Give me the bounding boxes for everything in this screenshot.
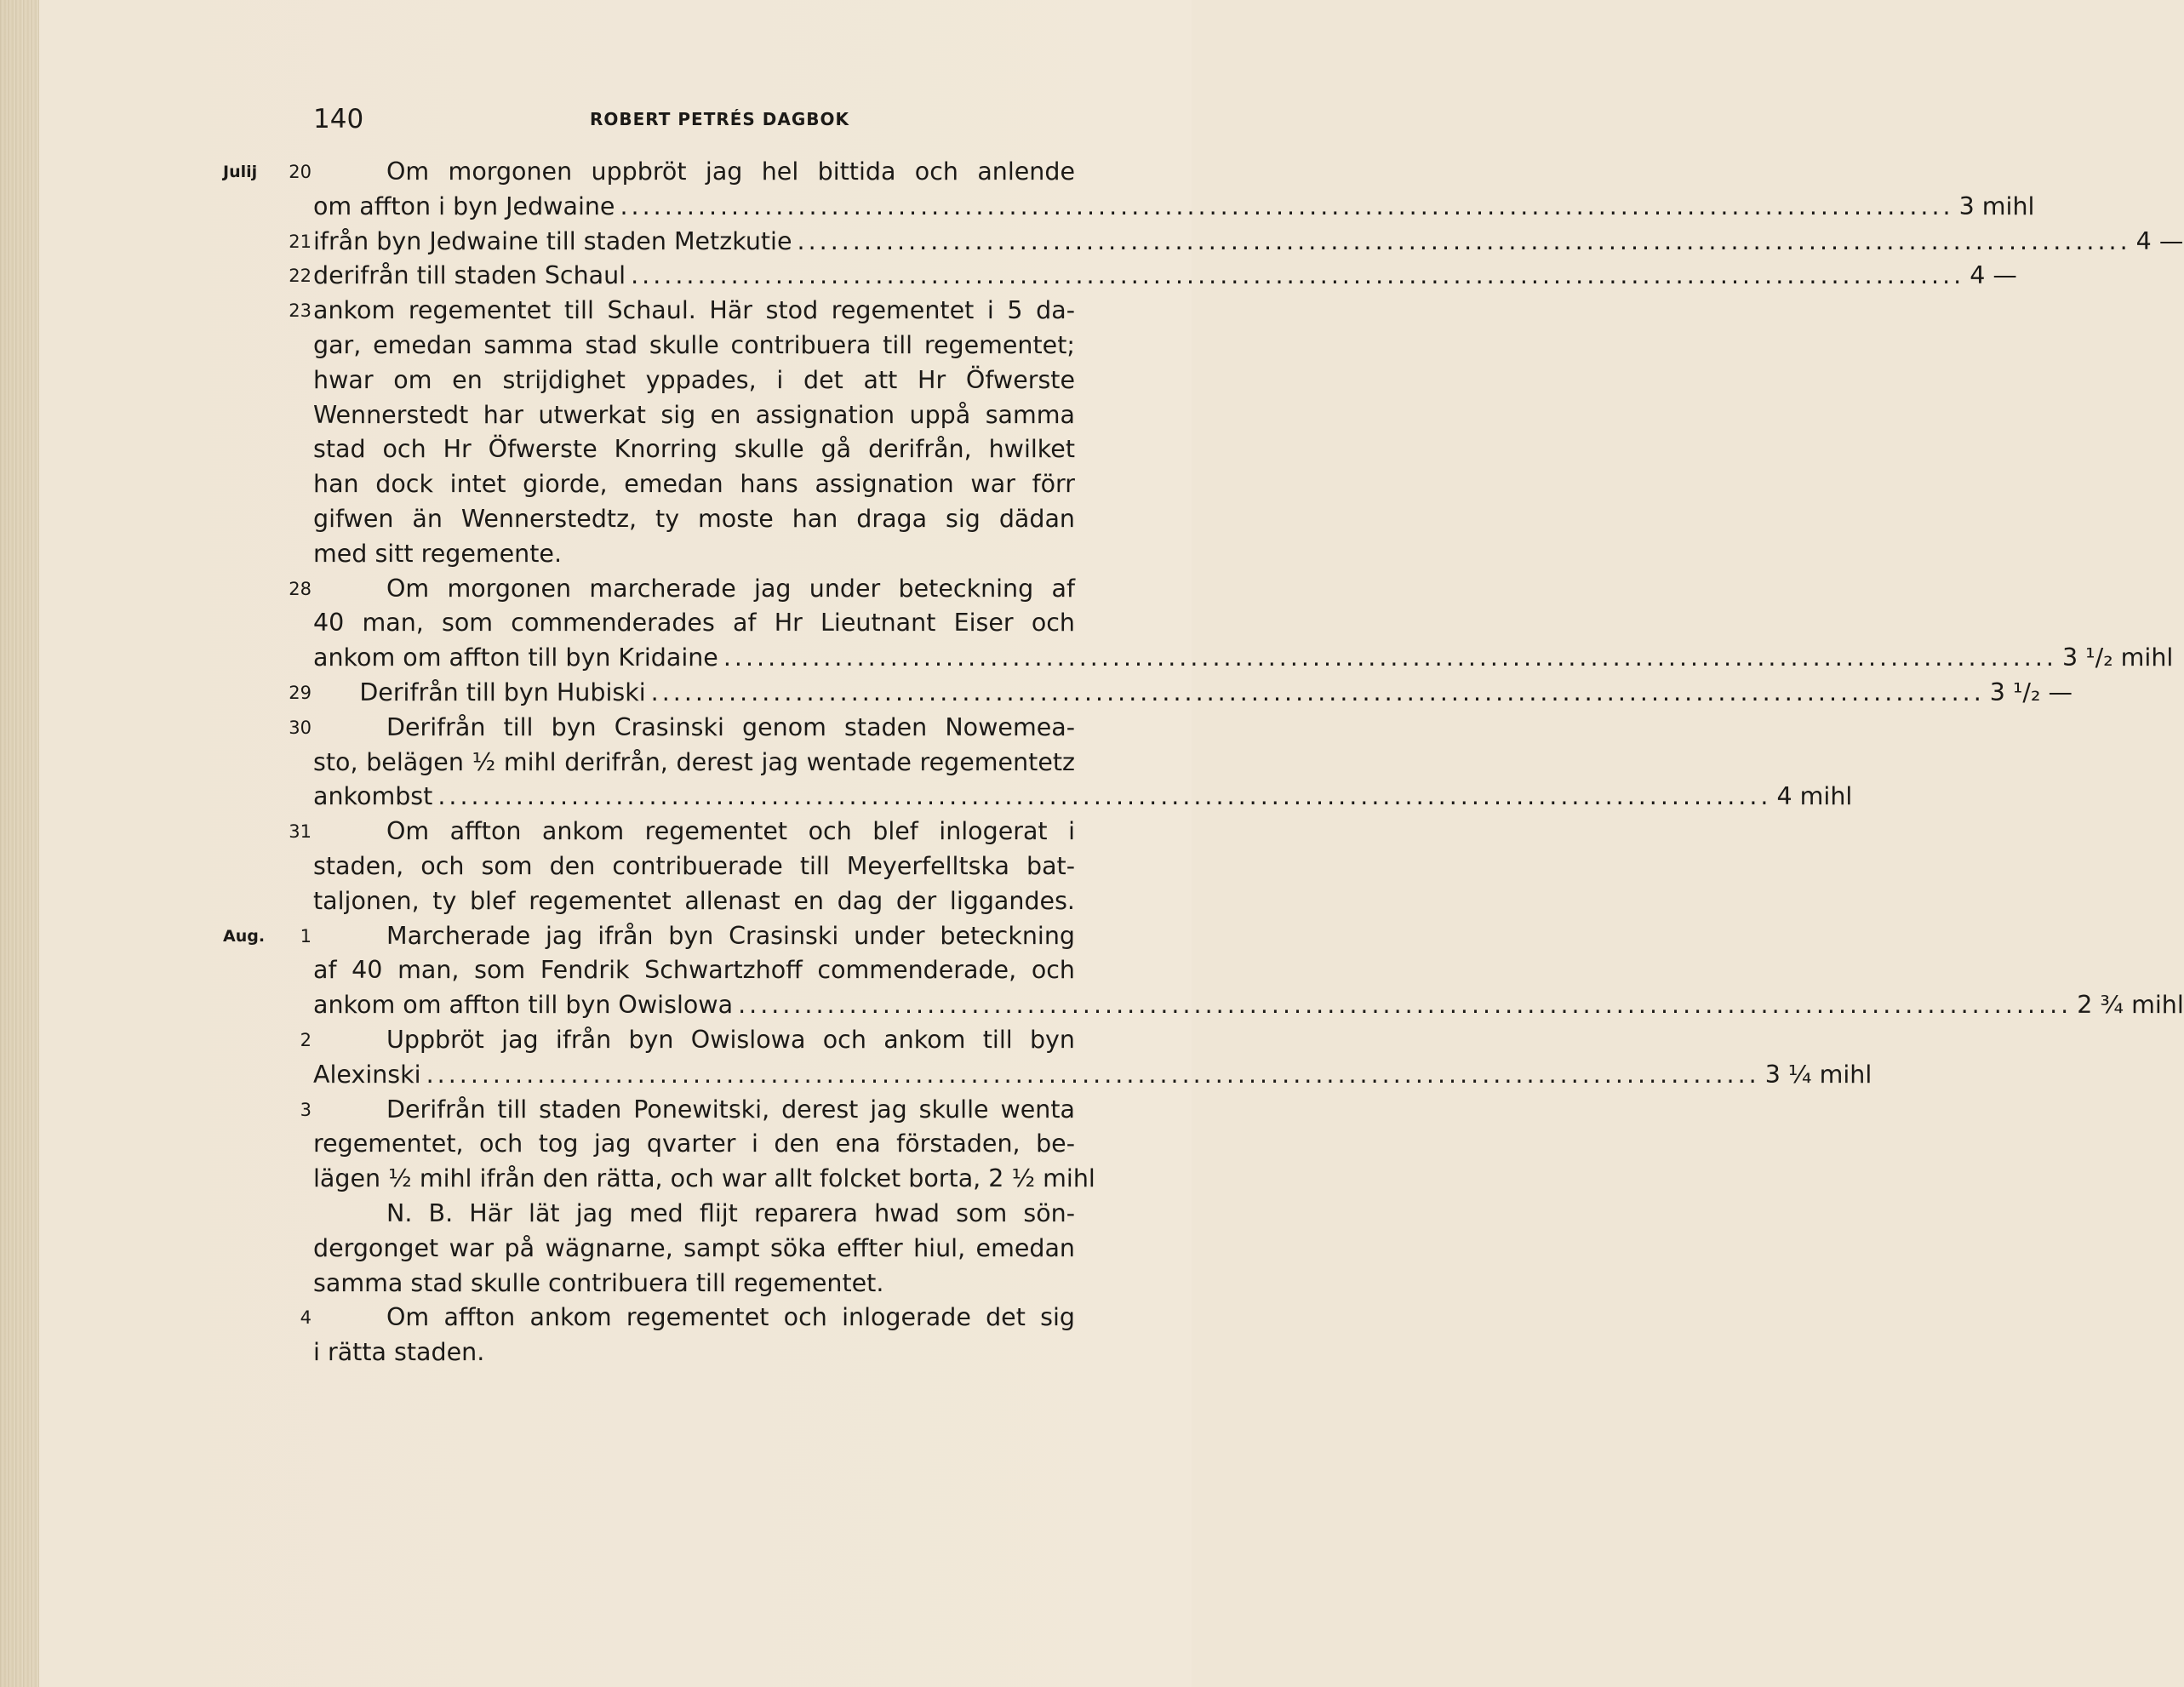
day-number: 21 xyxy=(289,231,312,252)
paragraph-line xyxy=(313,1093,1075,1128)
paragraph-line xyxy=(313,467,1075,502)
text-line xyxy=(0,329,1192,363)
leader-text: derifrån till staden Schaul xyxy=(313,261,626,290)
line-text: 40 man, som commenderades af Hr Lieutnant Eiser och xyxy=(313,609,1075,638)
day-number: 23 xyxy=(289,300,312,322)
leader-text: om affton i byn Jedwaine xyxy=(313,192,615,220)
leader-line xyxy=(313,1058,1872,1093)
paragraph-line xyxy=(313,155,1075,190)
text-line xyxy=(0,190,2035,225)
leader-line xyxy=(313,225,2184,260)
paragraph-line xyxy=(313,815,1075,849)
text-line xyxy=(0,259,2017,294)
leader-text: ankom om affton till byn Owislowa xyxy=(313,991,734,1020)
paragraph-line xyxy=(313,953,1075,988)
line-text: han dock intet giorde, emedan hans assignation war förr xyxy=(313,470,1075,499)
leader-line xyxy=(313,641,2174,676)
text-line xyxy=(0,1301,1192,1335)
leader-text: ifrån byn Jedwaine till staden Metzkutie xyxy=(313,226,792,255)
line-text: Om morgonen uppbröt jag hel bittida och anlende xyxy=(386,157,1075,186)
line-text: taljonen, ty blef regementet allenast en dag der liggandes. xyxy=(313,886,1075,915)
paragraph-line xyxy=(313,1023,1075,1058)
text-line xyxy=(0,606,1192,641)
text-line xyxy=(0,363,1192,398)
distance-value: 3 mihl xyxy=(1958,192,2035,220)
line-text: hwar om en strijdighet yppades, i det att Hr Öfwerste xyxy=(313,365,1075,394)
text-line xyxy=(0,1197,1192,1232)
line-text: Wennerstedt har utwerkat sig en assignation uppå samma xyxy=(313,400,1075,429)
paragraph-line xyxy=(313,746,1075,781)
leader-text: ankombst xyxy=(313,782,433,811)
text-line xyxy=(0,849,1192,884)
paragraph-line xyxy=(313,572,1075,607)
line-text: stad och Hr Öfwerste Knorring skulle gå derifrån, hwilket xyxy=(313,435,1075,464)
line-text: Derifrån till staden Ponewitski, derest jag skulle wenta xyxy=(386,1095,1075,1124)
line-text: i rätta staden. xyxy=(313,1338,485,1367)
paragraph-line xyxy=(313,849,1075,884)
paragraph-line xyxy=(313,919,1075,954)
paragraph-line xyxy=(313,711,1075,746)
paragraph-line xyxy=(313,432,1075,467)
leader-dots: ........................................................................................................................ xyxy=(738,991,2073,1020)
line-text: Om affton ankom regementet och blef inlogerat i xyxy=(386,817,1075,846)
leader-dots: ........................................................................................................................ xyxy=(650,678,1985,706)
line-text: af 40 man, som Fendrik Schwartzhoff commenderade, och xyxy=(313,956,1075,985)
line-text: dergonget war på wägnarne, sampt söka effter hiul, emedan xyxy=(313,1233,1075,1262)
leader-line xyxy=(313,988,2184,1023)
text-line xyxy=(0,746,1192,781)
leader-line xyxy=(313,676,2073,711)
text-line xyxy=(0,1267,1192,1301)
paragraph-line xyxy=(313,398,1075,433)
paragraph-line xyxy=(313,606,1075,641)
leader-text: ankom om affton till byn Kridaine xyxy=(313,643,718,672)
diary-entries xyxy=(0,155,2184,1370)
page-header xyxy=(313,102,1075,136)
paragraph-line xyxy=(313,1335,1075,1370)
page-number: 140 xyxy=(313,104,364,134)
paragraph-line xyxy=(313,1127,1075,1162)
distance-value: 4 — xyxy=(1970,261,2017,290)
leader-dots: ........................................................................................................................ xyxy=(437,782,1772,811)
text-line xyxy=(0,502,1192,537)
text-line xyxy=(0,676,2073,711)
distance-value: 4 mihl xyxy=(1776,782,1853,811)
line-text: Uppbröt jag ifrån byn Owislowa och ankom till byn xyxy=(386,1025,1075,1054)
line-text: gifwen än Wennerstedtz, ty moste han draga sig dädan xyxy=(313,504,1075,533)
line-text: staden, och som den contribuerade till Meyerfelltska bat- xyxy=(313,851,1075,880)
day-number: 31 xyxy=(289,821,312,843)
text-line xyxy=(0,1058,1872,1093)
leader-dots: ........................................................................................................................ xyxy=(426,1060,1760,1089)
leader-text: Derifrån till byn Hubiski xyxy=(313,678,646,706)
text-line xyxy=(0,537,1192,572)
text-line xyxy=(0,1093,1192,1128)
line-text: Om morgonen marcherade jag under beteckning af xyxy=(386,574,1075,603)
text-line xyxy=(0,432,1192,467)
paragraph-line xyxy=(313,884,1075,919)
day-number: 29 xyxy=(289,682,312,703)
leader-line xyxy=(313,259,2017,294)
day-number: 28 xyxy=(289,578,312,599)
day-number: 4 xyxy=(300,1307,312,1329)
paragraph-line xyxy=(313,1267,1075,1301)
leader-dots: ........................................................................................................................ xyxy=(797,226,2131,255)
month-label: Aug. xyxy=(223,926,266,946)
line-text: Marcherade jag ifrån byn Crasinski under beteckning xyxy=(386,921,1075,950)
paragraph-line xyxy=(313,1301,1075,1335)
day-number: 1 xyxy=(300,925,312,946)
day-number: 30 xyxy=(289,717,312,738)
text-line xyxy=(0,1232,1192,1267)
line-text: regementet, och tog jag qvarter i den ena förstaden, be- xyxy=(313,1129,1075,1158)
text-line xyxy=(0,155,1192,190)
paragraph-line xyxy=(313,1232,1075,1267)
day-number: 2 xyxy=(300,1029,312,1050)
leader-line xyxy=(313,190,2035,225)
paragraph-line xyxy=(313,1197,1075,1232)
paragraph-line xyxy=(313,363,1075,398)
line-text: Derifrån till byn Crasinski genom staden Nowemea- xyxy=(386,712,1075,741)
text-line xyxy=(0,953,1192,988)
text-line xyxy=(0,815,1192,849)
distance-value: 3 ¼ mihl xyxy=(1764,1060,1872,1089)
line-text: ankom regementet till Schaul. Här stod regementet i 5 da- xyxy=(313,296,1075,325)
paragraph-line xyxy=(313,329,1075,363)
text-line xyxy=(0,1335,1192,1370)
text-line xyxy=(0,884,1192,919)
text-line xyxy=(0,294,1192,329)
text-line xyxy=(0,780,1853,815)
month-label: Julij xyxy=(223,163,258,181)
distance-value: 3 ¹/₂ — xyxy=(1989,678,2073,706)
text-line xyxy=(0,711,1192,746)
text-line xyxy=(0,1127,1192,1162)
day-number: 20 xyxy=(289,162,312,182)
paragraph-line xyxy=(313,537,1075,572)
line-text: sto, belägen ½ mihl derifrån, derest jag wentade regementetz xyxy=(313,747,1075,776)
distance-value: 2 ¾ mihl xyxy=(2077,991,2184,1020)
line-text: samma stad skulle contribuera till regementet. xyxy=(313,1268,884,1297)
leader-line xyxy=(313,780,1853,815)
text-line xyxy=(0,919,1192,954)
text-line xyxy=(0,572,1192,607)
paragraph-line xyxy=(313,1162,1095,1197)
text-line xyxy=(0,225,2184,260)
text-line xyxy=(0,641,2174,676)
distance-value: 3 ¹/₂ mihl xyxy=(2061,643,2174,672)
day-number: 22 xyxy=(289,266,312,287)
text-line xyxy=(0,1023,1192,1058)
day-number: 3 xyxy=(300,1099,312,1120)
paragraph-line xyxy=(313,502,1075,537)
leader-dots: ........................................................................................................................ xyxy=(631,261,1965,290)
leader-dots: ........................................................................................................................ xyxy=(620,192,1954,220)
text-line xyxy=(0,988,2184,1023)
paragraph-line xyxy=(313,294,1075,329)
running-title: ROBERT PETRÉS DAGBOK xyxy=(589,109,850,129)
line-text: med sitt regemente. xyxy=(313,539,562,568)
text-line xyxy=(0,398,1192,433)
line-text: N. B. Här lät jag med flijt reparera hwad som sön- xyxy=(386,1198,1075,1227)
line-text: gar, emedan samma stad skulle contribuera till regementet; xyxy=(313,330,1075,359)
leader-text: Alexinski xyxy=(313,1060,421,1089)
distance-value: 4 — xyxy=(2135,226,2184,255)
leader-dots: ........................................................................................................................ xyxy=(723,643,2057,672)
line-text: Om affton ankom regementet och inlogerade det sig xyxy=(386,1303,1075,1332)
line-text: lägen ½ mihl ifrån den rätta, och war allt folcket borta, 2 ½ mihl xyxy=(313,1164,1095,1193)
text-line xyxy=(0,467,1192,502)
text-line xyxy=(0,1162,1192,1197)
